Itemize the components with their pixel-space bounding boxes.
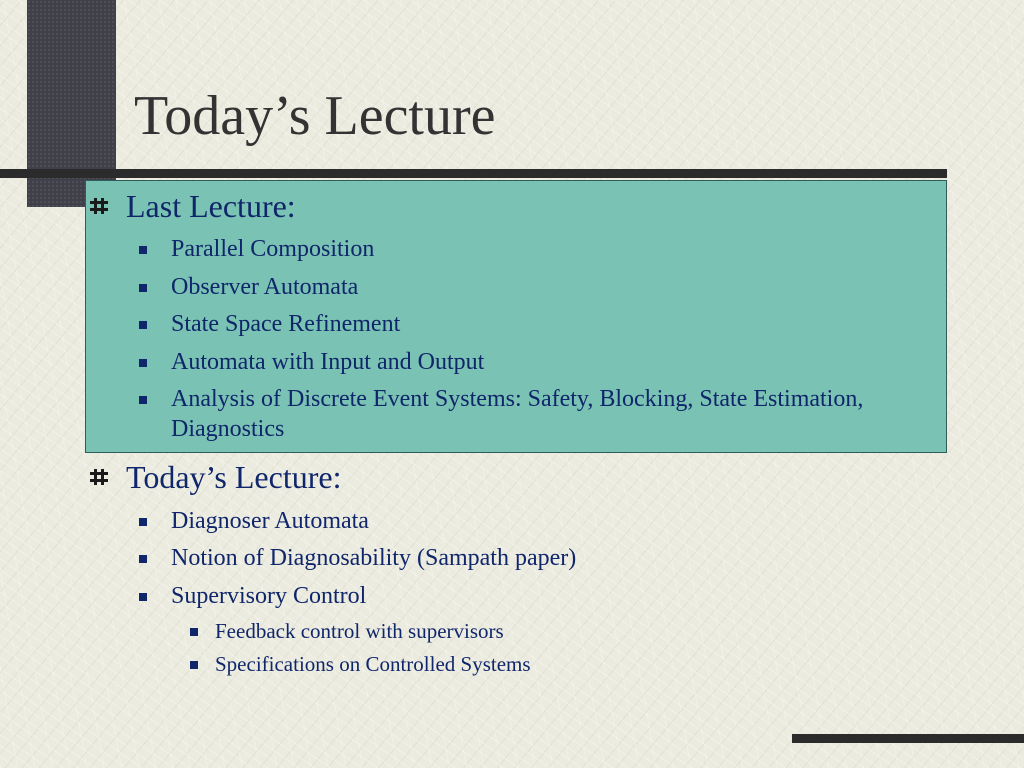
list-item-text: Diagnoser Automata	[171, 508, 369, 534]
square-bullet-icon	[190, 628, 198, 636]
square-bullet-icon	[139, 555, 147, 563]
square-bullet-icon	[139, 284, 147, 292]
title-divider	[0, 169, 947, 178]
list-item-text: Analysis of Discrete Event Systems: Safety, Blocking, State Estimation, Diagnostics	[171, 386, 864, 442]
footer-divider	[792, 734, 1024, 743]
section-heading-text: Today’s Lecture:	[126, 459, 342, 495]
square-bullet-icon	[190, 661, 198, 669]
list-item-text: Supervisory Control	[171, 583, 367, 609]
square-bullet-icon	[139, 593, 147, 601]
hash-bullet-icon	[90, 197, 108, 215]
square-bullet-icon	[139, 396, 147, 404]
list-item-text: Notion of Diagnosability (Sampath paper)	[171, 545, 577, 571]
sub-list-item-text: Specifications on Controlled Systems	[215, 652, 531, 676]
sub-list-item-text: Feedback control with supervisors	[215, 619, 504, 643]
square-bullet-icon	[139, 518, 147, 526]
list-item-text: Observer Automata	[171, 274, 359, 300]
square-bullet-icon	[139, 321, 147, 329]
square-bullet-icon	[139, 359, 147, 367]
hash-bullet-icon	[90, 468, 108, 486]
section-heading-text: Last Lecture:	[126, 188, 296, 224]
list-item-text: Parallel Composition	[171, 236, 375, 262]
list-item-text: State Space Refinement	[171, 311, 401, 337]
list-item-text: Automata with Input and Output	[171, 349, 485, 375]
slide-title: Today’s Lecture	[134, 85, 496, 147]
square-bullet-icon	[139, 246, 147, 254]
